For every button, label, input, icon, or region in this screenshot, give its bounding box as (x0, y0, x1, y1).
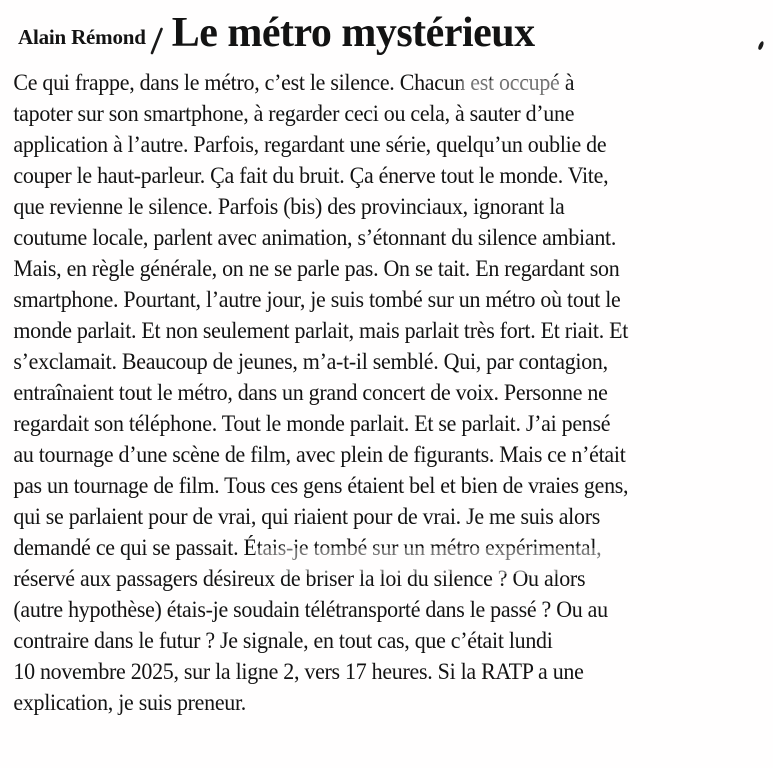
text-line: Ce qui frappe, dans le métro, c’est le silence. Chacun est occupé à (13, 70, 575, 96)
text-line: monde parlait. Et non seulement parlait, mais parlait très fort. Et riait. Et (13, 318, 629, 344)
text-line: coutume locale, parlent avec animation, s’étonnant du silence ambiant. (13, 225, 617, 251)
text-line: réservé aux passagers désireux de briser la loi du silence ? Ou alors (13, 566, 586, 592)
text-line: pas un tournage de film. Tous ces gens étaient bel et bien de vraies gens, (13, 473, 629, 499)
text-line: 10 novembre 2025, sur la ligne 2, vers 17 heures. Si la RATP a une (13, 659, 584, 685)
article-body (0, 67, 738, 718)
text-line: s’exclamait. Beaucoup de jeunes, m’a-t-il semblé. Qui, par contagion, (13, 349, 608, 375)
text-line: application à l’autre. Parfois, regardant une série, quelqu’un oublie de (13, 132, 607, 158)
text-line: contraire dans le futur ? Je signale, en tout cas, que c’était lundi (13, 628, 553, 654)
text-line: entraînaient tout le métro, dans un grand concert de voix. Personne ne (13, 380, 608, 406)
text-line: Mais, en règle générale, on ne se parle pas. On se tait. En regardant son (13, 256, 620, 282)
text-line: smartphone. Pourtant, l’autre jour, je suis tombé sur un métro où tout le (13, 287, 621, 313)
text-line: au tournage d’une scène de film, avec plein de figurants. Mais ce n’était (13, 442, 626, 468)
page-title: Le métro mystérieux (171, 10, 535, 56)
text-line: qui se parlaient pour de vrai, qui riaient pour de vrai. Je me suis alors (13, 504, 600, 530)
text-line: explication, je suis preneur. (13, 690, 247, 716)
author-name: Alain Rémond (18, 25, 146, 49)
article-header (0, 0, 773, 56)
text-line: demandé ce qui se passait. Étais-je tombé sur un métro expérimental, (13, 535, 602, 561)
text-line: que revienne le silence. Parfois (bis) des provinciaux, ignorant la (13, 194, 565, 220)
handwritten-slash-icon (149, 27, 164, 55)
text-line: tapoter sur son smartphone, à regarder ceci ou cela, à sauter d’une (13, 101, 575, 127)
text-line: couper le haut-parleur. Ça fait du bruit. Ça énerve tout le monde. Vite, (13, 163, 609, 189)
text-line: (autre hypothèse) étais-je soudain télétransporté dans le passé ? Ou au (13, 597, 608, 623)
text-line: regardait son téléphone. Tout le monde parlait. Et se parlait. J’ai pensé (13, 411, 611, 437)
